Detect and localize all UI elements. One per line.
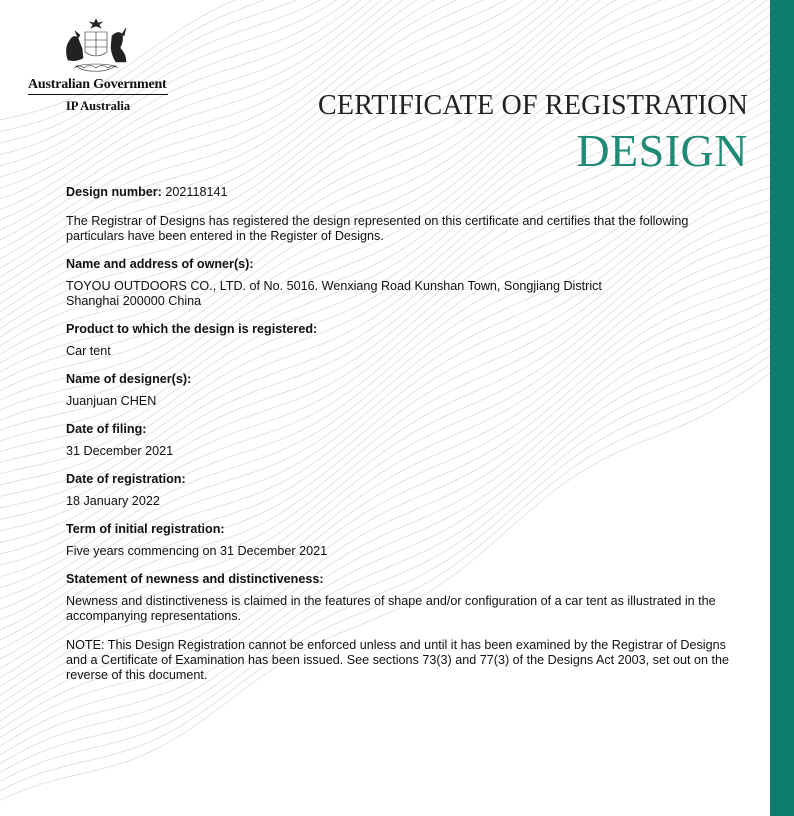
agency-name: IP Australia xyxy=(65,99,131,113)
term-value: Five years commencing on 31 December 2021 xyxy=(66,544,328,558)
certificate-type: DESIGN xyxy=(576,125,748,176)
coat-of-arms-emblem xyxy=(56,18,136,78)
term-heading: Term of initial registration: xyxy=(66,522,225,536)
registration-date-heading: Date of registration: xyxy=(66,472,186,486)
certificate-body xyxy=(66,185,746,683)
designer-value: Juanjuan CHEN xyxy=(66,394,157,408)
product-heading: Product to which the design is registered: xyxy=(66,322,318,336)
logo-divider xyxy=(28,94,168,95)
statement-heading: Statement of newness and distinctiveness: xyxy=(66,572,324,586)
green-side-band xyxy=(770,0,794,816)
product-value: Car tent xyxy=(66,344,111,358)
designer-heading: Name of designer(s): xyxy=(66,372,192,386)
filing-date-heading: Date of filing: xyxy=(66,422,147,436)
owner-address-line2: Shanghai 200000 China xyxy=(66,294,202,308)
intro-text: The Registrar of Designs has registered the design represented on this certificate and certifies that the following particulars have been entered in the Register of Designs. xyxy=(66,214,689,243)
registration-date-value: 18 January 2022 xyxy=(66,494,160,508)
certificate-title: CERTIFICATE OF REGISTRATION xyxy=(318,90,748,121)
note-text: NOTE: This Design Registration cannot be enforced unless and until it has been examined by the Registrar of Designs and a Certificate of Examination has been issued. See sections 73(3) and 77(3) of the Designs Act 2003, set out on the reverse of this document. xyxy=(66,638,729,682)
design-number-label: Design number: xyxy=(66,185,162,199)
filing-date-value: 31 December 2021 xyxy=(66,444,174,458)
design-number-row xyxy=(66,185,746,200)
design-number-value: 202118141 xyxy=(165,185,228,199)
government-name: Australian Government xyxy=(28,77,167,92)
owner-heading: Name and address of owner(s): xyxy=(66,257,254,271)
owner-address-line1: TOYOU OUTDOORS CO., LTD. of No. 5016. Wenxiang Road Kunshan Town, Songjiang District xyxy=(66,279,602,293)
statement-value: Newness and distinctiveness is claimed in the features of shape and/or configuration of a car tent as illustrated in the accompanying representations. xyxy=(66,594,716,623)
